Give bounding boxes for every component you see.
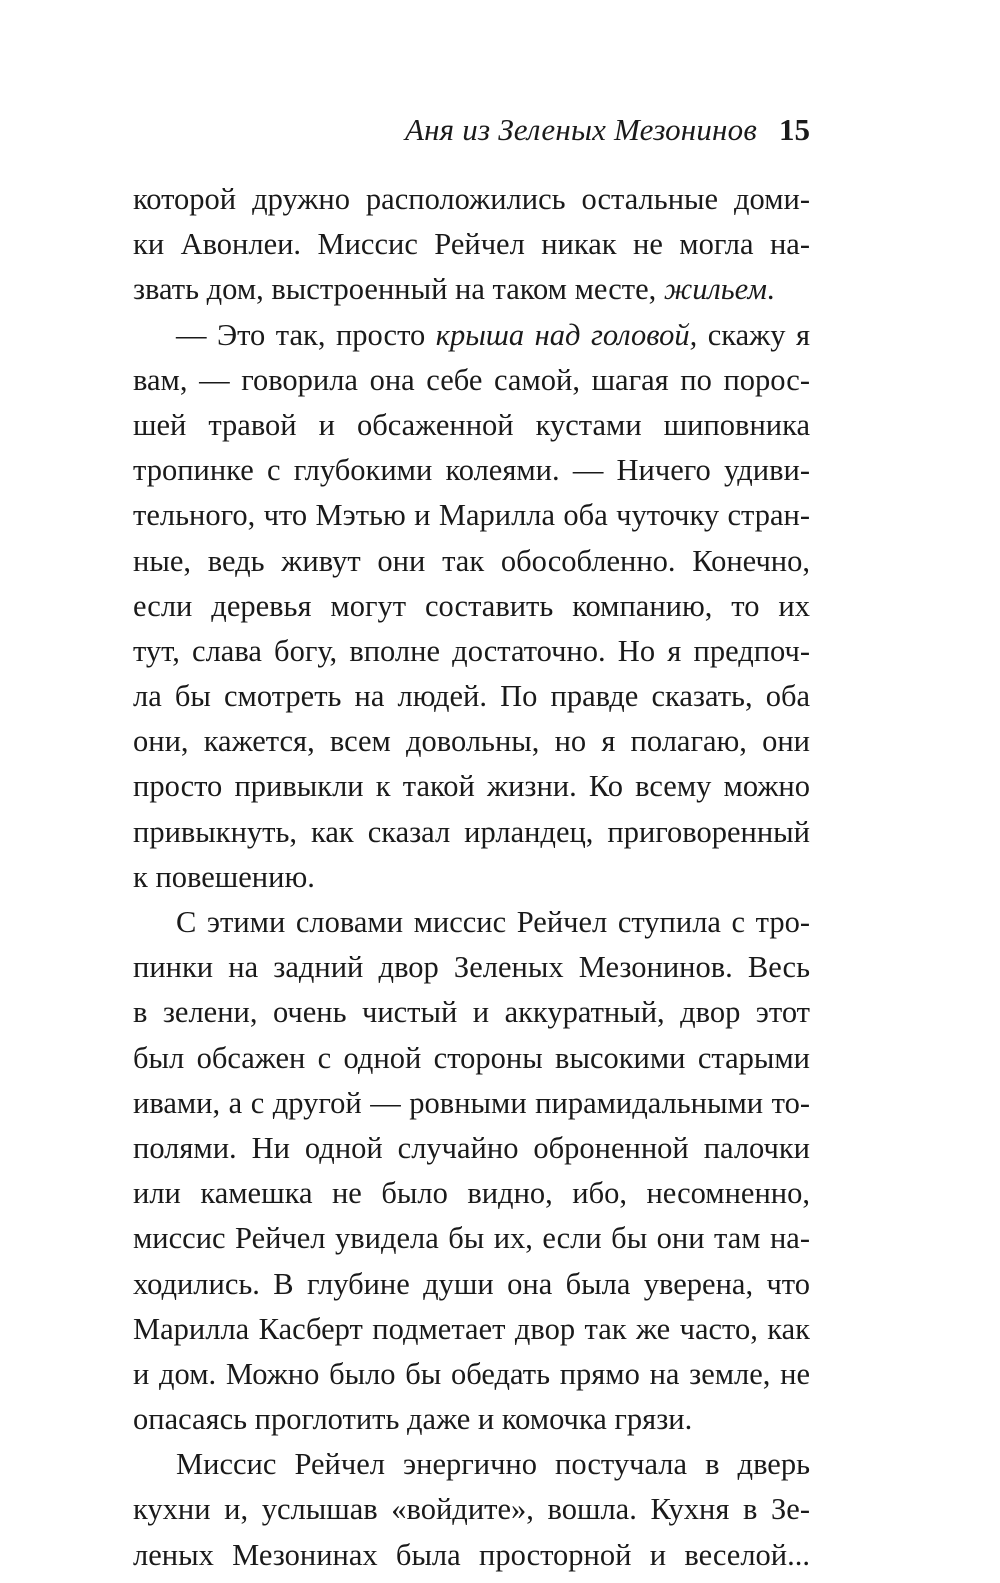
text-line: С этими словами миссис Рейчел ступила с тро- — [176, 905, 810, 939]
text-line: вам, — говорила она себе самой, шагая по порос- — [133, 362, 810, 397]
text-line: в зелени, очень чистый и аккуратный, двор этот — [133, 995, 810, 1030]
text-line: ки Авонлеи. Миссис Рейчел никак не могла на- — [133, 227, 810, 262]
text-fragment: звать дом, выстроенный на таком месте, — [133, 272, 664, 307]
text-line: или камешка не было видно, ибо, несомненно, — [133, 1176, 810, 1211]
text-fragment: — Это так, просто — [176, 317, 436, 352]
text-fragment: . — [766, 272, 775, 307]
text-line: если деревья могут составить компанию, то их — [133, 588, 810, 623]
text-line: шей травой и обсаженной кустами шиповника — [133, 407, 810, 442]
running-title: Аня из Зеленых Мезонинов — [404, 112, 757, 147]
text-line: ходились. В глубине души она была уверена, что — [133, 1266, 810, 1301]
text-line: опасаясь проглотить даже и комочка грязи. — [133, 1402, 693, 1437]
text-line: миссис Рейчел увидела бы их, если бы они там на- — [133, 1221, 810, 1256]
text-line: леных Мезонинах была просторной и веселой... — [133, 1537, 810, 1572]
running-header — [405, 112, 810, 156]
body-text — [133, 177, 810, 1578]
text-line: кухни и, услышав «войдите», вошла. Кухня в Зе- — [133, 1492, 810, 1527]
text-line: ла бы смотреть на людей. По правде сказать, оба — [133, 679, 810, 714]
text-line: ные, ведь живут они так обособленно. Конечно, — [133, 543, 810, 578]
page-number: 15 — [779, 112, 810, 147]
text-line: и дом. Можно было бы обедать прямо на земле, не — [133, 1356, 810, 1391]
text-line: Марилла Касберт подметает двор так же часто, как — [133, 1311, 810, 1346]
text-line: они, кажется, всем довольны, но я полагаю, они — [133, 724, 810, 759]
text-line: которой дружно расположились остальные доми- — [133, 182, 810, 216]
italic-word: жильем — [663, 272, 767, 307]
text-line: к повешению. — [133, 859, 315, 894]
text-fragment: скажу я — [697, 317, 810, 352]
text-line: Миссис Рейчел энергично постучала в дверь — [176, 1447, 810, 1482]
italic-phrase: крыша над головой, — [435, 317, 698, 352]
text-line: был обсажен с одной стороны высокими старыми — [133, 1040, 810, 1075]
text-line: привыкнуть, как сказал ирландец, приговоренный — [133, 814, 810, 849]
text-line: пинки на задний двор Зеленых Мезонинов. Весь — [133, 950, 810, 985]
text-line: просто привыкли к такой жизни. Ко всему можно — [133, 769, 810, 804]
text-line: тропинке с глубокими колеями. — Ничего удиви- — [133, 453, 810, 488]
text-line: тельного, что Мэтью и Марилла оба чуточку стран- — [133, 498, 810, 533]
text-line — [133, 313, 810, 358]
text-line: ивами, а с другой — ровными пирамидальными то- — [133, 1085, 810, 1120]
text-line — [133, 267, 810, 312]
text-line: полями. Ни одной случайно оброненной палочки — [133, 1130, 810, 1165]
text-line: тут, слава богу, вполне достаточно. Но я предпоч- — [133, 633, 810, 668]
